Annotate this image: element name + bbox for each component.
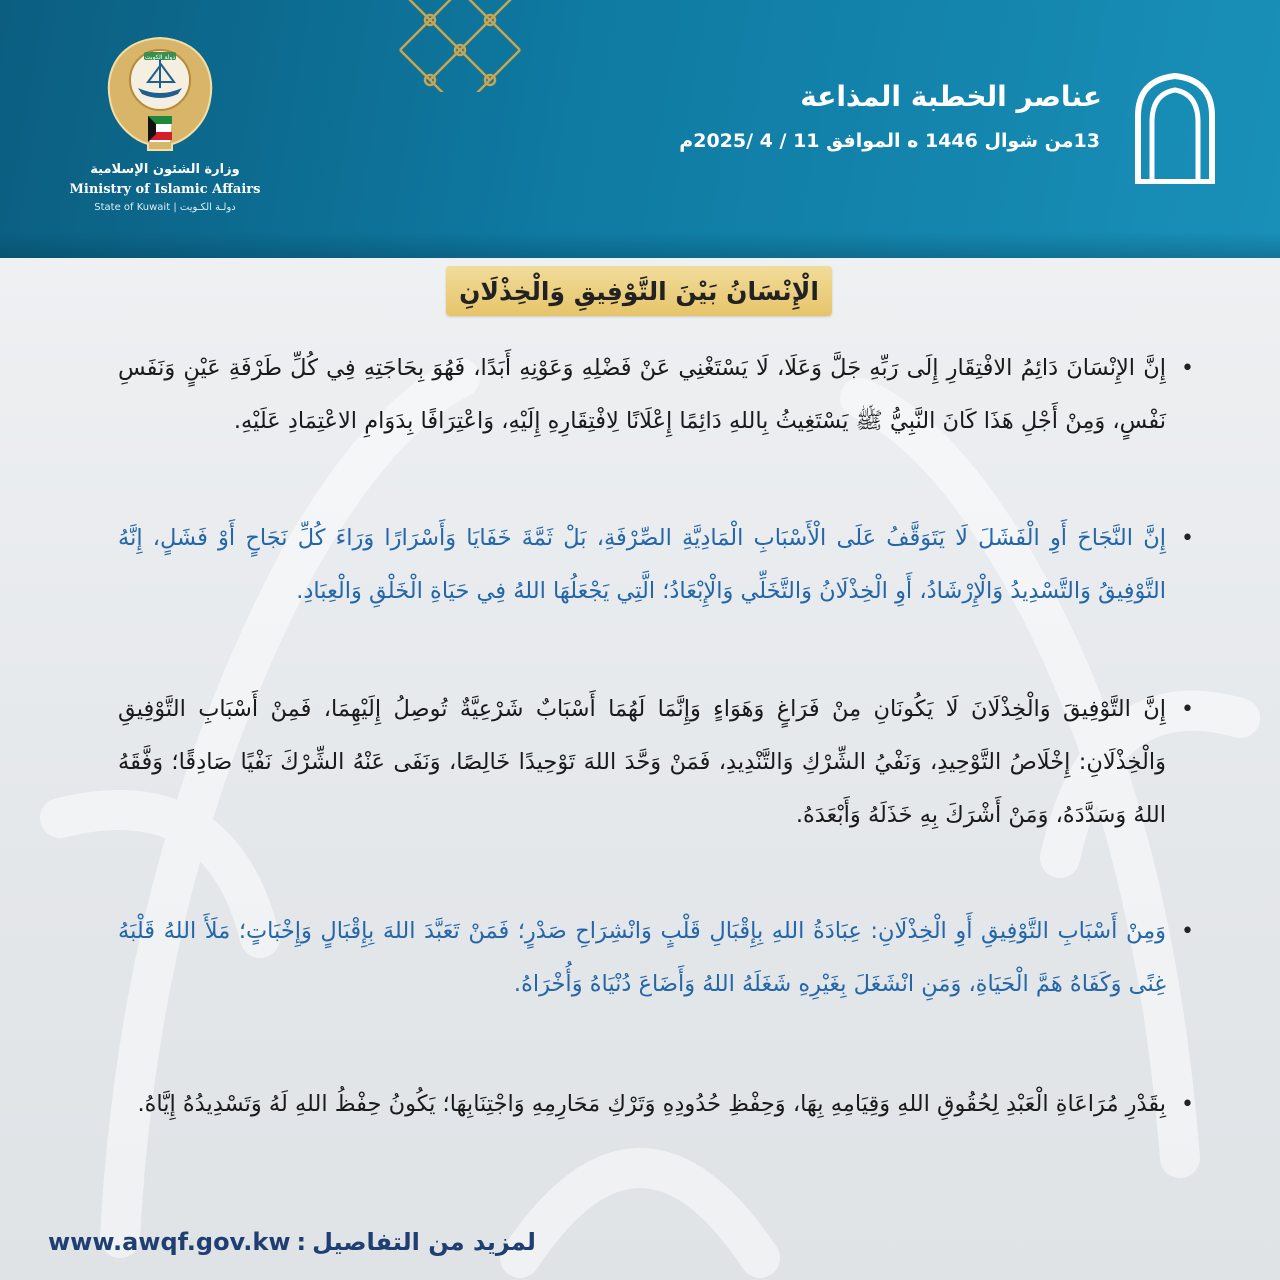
paragraph-item (118, 1078, 1194, 1131)
emblem-text: دولة الكويت (145, 54, 175, 61)
bullet-icon: • (1181, 356, 1194, 381)
topic-title: الْإِنْسَانُ بَيْنَ التَّوْفِيقِ وَالْخِذْلَانِ (459, 276, 819, 306)
page-title: عناصر الخطبة المذاعة (800, 80, 1102, 113)
bullet-icon: • (1181, 526, 1194, 551)
bullet-icon: • (1181, 1092, 1194, 1117)
paragraph-text: إِنَّ الإِنْسَانَ دَائِمُ الافْتِقَارِ إِلَى رَبِّهِ جَلَّ وَعَلَا، لَا يَسْتَغْنِي عَنْ فَضْلِهِ وَعَوْنِهِ أَبَدًا، فَهُوَ بِحَاجَتِهِ فِي كُلِّ طَرْفَةِ عَيْنٍ وَنَفَسِ نَفْسٍ، وَمِنْ أَجْلِ هَذَا كَانَ النَّبِيُّ ﷺ يَسْتَغِيثُ بِاللهِ دَائِمًا إِعْلَانًا لِافْتِقَارِهِ إِلَيْهِ، وَاعْتِرَافًا بِدَوَامِ الاعْتِمَادِ عَلَيْهِ. (118, 355, 1166, 434)
ministry-name-arabic: وزارة الشئون الإسلامية (90, 162, 240, 177)
mihrab-arch-icon (1134, 72, 1216, 184)
bullet-icon: • (1181, 697, 1194, 722)
paragraph-item (118, 905, 1194, 1011)
paragraph-text: وَمِنْ أَسْبَابِ التَّوْفِيقِ أَوِ الْخِذْلَانِ: عِبَادَةُ اللهِ بِإِقْبَالِ قَلْبٍ وَانْشِرَاحِ صَدْرٍ؛ فَمَنْ تَعَبَّدَ اللهَ بِإِقْبَالٍ وَإِخْبَاتٍ؛ مَلَأَ اللهُ قَلْبَهُ غِنًى وَكَفَاهُ هَمَّ الْحَيَاةِ، وَمَنِ انْشَغَلَ بِغَيْرِهِ شَغَلَهُ اللهُ وَأَضَاعَ دُنْيَاهُ وَأُخْرَاهُ. (118, 918, 1166, 997)
paragraph-text: إِنَّ النَّجَاحَ أَوِ الْفَشَلَ لَا يَتَوَقَّفُ عَلَى الْأَسْبَابِ الْمَادِيَّةِ الصِّرْفَةِ، بَلْ ثَمَّةَ خَفَايَا وَأَسْرَارًا وَرَاءَ كُلِّ نَجَاحٍ أَوْ فَشَلٍ، إِنَّهُ التَّوْفِيقُ وَالتَّسْدِيدُ وَالْإِرْشَادُ، أَوِ الْخِذْلَانُ وَالتَّخَلِّي وَالْإِبْعَادُ؛ الَّتِي يَجْعَلُهَا اللهُ فِي حَيَاةِ الْخَلْقِ وَالْعِبَادِ. (118, 525, 1166, 604)
header-banner (0, 0, 1280, 258)
paragraph-item (118, 512, 1194, 618)
topic-banner (446, 266, 832, 316)
kuwait-emblem-icon (100, 30, 220, 160)
paragraph-item (118, 342, 1194, 448)
paragraph-text: إِنَّ التَّوْفِيقَ وَالْخِذْلَانَ لَا يَكُونَانِ مِنْ فَرَاغٍ وَهَوَاءٍ وَإِنَّمَا لَهُمَا أَسْبَابٌ شَرْعِيَّةٌ تُوصِلُ إِلَيْهِمَا، فَمِنْ أَسْبَابِ التَّوْفِيقِ وَالْخِذْلَانِ: إِخْلَاصُ التَّوْحِيدِ، وَنَفْيُ الشِّرْكِ وَالتَّنْدِيدِ، فَمَنْ وَحَّدَ اللهَ تَوْحِيدًا خَالِصًا، وَنَفَى عَنْهُ الشِّرْكَ نَفْيًا صَادِقًا؛ وَفَّقَهُ اللهُ وَسَدَّدَهُ، وَمَنْ أَشْرَكَ بِهِ خَذَلَهُ وَأَبْعَدَهُ. (118, 696, 1166, 828)
footer-label: لمزيد من التفاصيل (312, 1228, 536, 1256)
website-link[interactable]: www.awqf.gov.kw (48, 1228, 291, 1256)
footer-separator: : (296, 1228, 307, 1256)
paragraph-text: بِقَدْرِ مُرَاعَاةِ الْعَبْدِ لِحُقُوقِ اللهِ وَقِيَامِهِ بِهَا، وَحِفْظِ حُدُودِهِ وَتَرْكِ مَحَارِمِهِ وَاجْتِنَابِهَا؛ يَكُونُ حِفْظُ اللهِ لَهُ وَتَسْدِيدُهُ إِيَّاهُ. (137, 1091, 1166, 1117)
bullet-icon: • (1181, 919, 1194, 944)
footer-link-row (48, 1228, 536, 1256)
ministry-state-label: State of Kuwait | دولـة الكـويت (94, 202, 236, 213)
paragraph-item (118, 683, 1194, 842)
sermon-date: 13من شوال 1446 ه الموافق 11 / 4 /2025م (679, 130, 1100, 152)
geometric-pattern-icon (395, 0, 525, 92)
ministry-name-english: Ministry of Islamic Affairs (69, 182, 261, 197)
